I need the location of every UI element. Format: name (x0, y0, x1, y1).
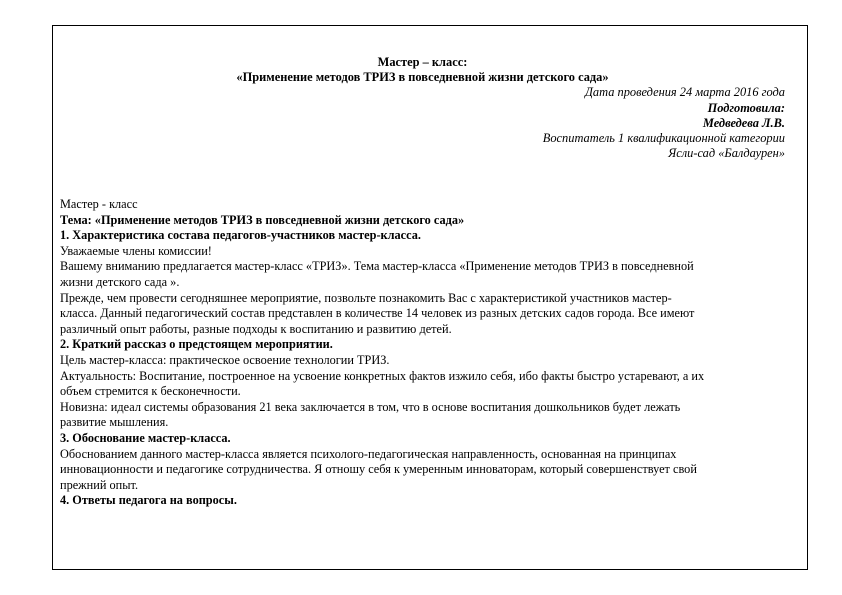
event-date: Дата проведения 24 марта 2016 года (585, 85, 785, 100)
greeting: Уважаемые члены комиссии! (60, 243, 212, 258)
topic-line: Тема: «Применение методов ТРИЗ в повседневной жизни детского сада» (60, 212, 465, 227)
intro-line-2: жизни детского сада ». (60, 274, 180, 289)
document-body (60, 197, 785, 509)
document-topic: «Применение методов ТРИЗ в повседневной жизни детского сада» (236, 70, 609, 85)
intro-line-1: Вашему вниманию предлагается мастер-класс «ТРИЗ». Тема мастер-класса «Применение методов ТРИЗ в повседневной (60, 259, 694, 274)
rationale-line-3: прежний опыт. (60, 477, 139, 492)
rationale-line-2: инновационности и педагогике сотрудничества. Я отношу себя к умеренным инноваторам, который совершенствует свой (60, 462, 697, 477)
rationale-line-1: Обоснованием данного мастер-класса является психолого-педагогическая направленность, основанная на принципах (60, 446, 677, 461)
author-position: Воспитатель 1 квалификационной категории (542, 131, 785, 146)
participants-line-1: Прежде, чем провести сегодняшнее мероприятие, позвольте познакомить Вас с характеристикой участников мастер- (60, 290, 672, 305)
document-header (60, 55, 785, 161)
novelty-line-1: Новизна: идеал системы образования 21 века заключается в том, что в основе воспитания дошкольников будет лежать (60, 399, 681, 414)
participants-line-2: класса. Данный педагогический состав представлен в количестве 14 человек из разных детских садов города. Все имеют (60, 306, 695, 321)
relevance-line-2: объем стремится к бесконечности. (60, 384, 241, 399)
goal-line: Цель мастер-класса: практическое освоение технологии ТРИЗ. (60, 352, 390, 367)
body-heading: Мастер - класс (60, 197, 138, 211)
novelty-line-2: развитие мышления. (60, 415, 169, 430)
author-name: Медведева Л.В. (702, 115, 785, 130)
section-2-heading: 2. Краткий рассказ о предстоящем мероприятии. (60, 337, 333, 352)
participants-line-3: различный опыт работы, разные подходы к воспитанию и развитию детей. (60, 321, 452, 336)
document-title: Мастер – класс: (377, 55, 468, 69)
author-institution: Ясли-сад «Балдаурен» (668, 146, 785, 161)
prepared-by-label: Подготовила: (707, 100, 785, 115)
section-3-heading: 3. Обоснование мастер-класса. (60, 430, 231, 445)
section-1-heading: 1. Характеристика состава педагогов-участников мастер-класса. (60, 228, 421, 243)
section-4-heading: 4. Ответы педагога на вопросы. (60, 493, 237, 508)
relevance-line-1: Актуальность: Воспитание, построенное на усвоение конкретных фактов изжило себя, ибо факты быстро устаревают, а их (60, 368, 705, 383)
